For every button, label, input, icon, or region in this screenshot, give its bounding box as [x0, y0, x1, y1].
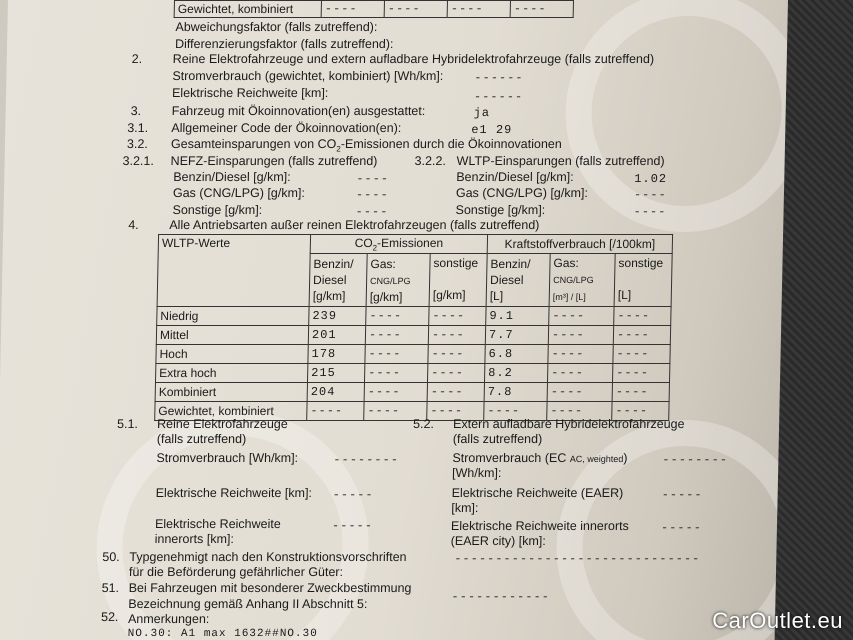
document-sheet: Gewichtet, kombiniert ---- ---- ---- ---- Abweichungsfaktor (falls zutreffend): Differenzierungsfaktor (falls zutreffend): 2. Reine Elektrofahrzeuge und extern aufladbare Hybridelektrofahrzeuge (falls zutreffend) Stromverbrauch (gewichtet, kombiniert) [Wh/km]: ------ Elektrische Reichweite [km]: ------ 3. Fahrzeug mit Ökoinnovation(en) ausgestattet: ja 3.1. Allgemeiner Code der Ökoinnovation(en): e1 29 3.2. Gesamteinsparungen von $CO_2$-Emissionen durch die Ökoinnovationen 3.2.1. NEFZ-Einsparungen (falls zutreffend) Benzin/Diesel [g/km]: ---- Gas (CNG/LPG) [g/km]: ---- Sonstige [g/km]: ---- 3.2.2. WLTP-Einsparungen (falls zutreffend) Benzin/Diesel [g/km]: 1.02 Gas (CNG/LPG) [g/km]: ---- Sonstige [g/km]: ---- 4. Alle Antriebsarten außer reinen Elektrofahrzeugen (falls zutreffend) WLTP-Werte $CO_2$-Emissionen Kraftstoffverbrauch [/100km] Benzin/ Diesel [g/km] Gas: CNG/LPG [g/km] sonstige [g/km] Benzin/ Diesel [L] Gas: CNG/LPG [m³] / [L] sonstige [L] Niedrig 239 ---- ---- 9.1 ---- ---- Mittel 201 ---- ---- 7.7 ---- ---- Hoch 178 ---- ---- 6.8 ---- ---- Extra hoch 215 ---- ---- 8.2 ---- ---- Kombiniert 204 ---- ---- 7.8 ---- ---- Gewichtet, kombiniert ---- ---- ---- ---- ---- ---- 5.1. Reine Elektrofahrzeuge (falls zutreffend) Stromverbrauch [Wh/km]: -------- Elektrische Reichweite [km]: ----- Elektrische Reichweite innerorts [km]: ----- 5.2. Extern aufladbare Hybridelektrofahrzeuge (falls zutreffend) Stromverbrauch (EC AC, weighted) [Wh/km]: -------- Elektrische Reichweite (EAER) [km]: ----- Elektrische Reichweite innerorts (EAER city) [km]: ----- 50. Typgenehmigt nach den Konstruktionsvorschriften für die Beförderung gefährlicher Güter: ------------------------------ 51. Bei Fahrzeugen mit besonderer Zweckbestimmung Bezeichnung gemäß Anhang II Abschnitt 5: ------------ 52. Anmerkungen: NO.30: A1 max 1632##NO.30 [0, 0, 788, 640]
co2-header: $CO_2$-Emissionen [310, 235, 487, 254]
abweichungsfaktor: Abweichungsfaktor (falls zutreffend): [175, 20, 378, 34]
table-row: Kombiniert 204 ---- ---- 7.8 ---- ---- [155, 383, 669, 402]
section-3-2-title: Gesamteinsparungen von $CO_2$-Emissionen durch die Ökoinnovationen [170, 137, 562, 154]
wltp-table: WLTP-Werte $CO_2$-Emissionen Kraftstoffverbrauch [/100km] Benzin/ Diesel [g/km] Gas: CNG/LPG [g/km] sonstige [g/km] Benzin/ Diesel [L] Gas: CNG/LPG [m³] / [L] sonstige [L] Niedrig 239 ---- ---- 9.1 ---- ---- Mittel 201 ---- ---- 7.7 ---- ---- Hoch 178 ---- ---- 6.8 ---- ---- Extra hoch 215 ---- ---- 8.2 ---- ---- Kombiniert 204 ---- ---- 7.8 ---- ---- Gewichtet, kombiniert ---- ---- ---- ---- ---- ---- [154, 234, 673, 421]
vw-watermark [563, 0, 788, 232]
top-table-fragment: Gewichtet, kombiniert ---- ---- ---- ---- [174, 0, 574, 18]
table-row: Gewichtet, kombiniert ---- ---- ---- ---- ---- ---- [155, 402, 669, 421]
section-4-title: Alle Antriebsarten außer reinen Elektrofahrzeugen (falls zutreffend) [169, 218, 540, 232]
table-row: Extra hoch 215 ---- ---- 8.2 ---- ---- [155, 364, 669, 383]
table-row: Mittel 201 ---- ---- 7.7 ---- ---- [156, 326, 670, 345]
differenzierungsfaktor: Differenzierungsfaktor (falls zutreffend): [174, 37, 394, 51]
table-row: Hoch 178 ---- ---- 6.8 ---- ---- [156, 345, 670, 364]
table-row: Niedrig 239 ---- ---- 9.1 ---- ---- [157, 307, 671, 326]
caroutlet-logo: CarOutlet.eu [712, 608, 843, 633]
section-2-title: Reine Elektrofahrzeuge und extern aufladbare Hybridelektrofahrzeuge (falls zutreffend) [172, 52, 655, 66]
